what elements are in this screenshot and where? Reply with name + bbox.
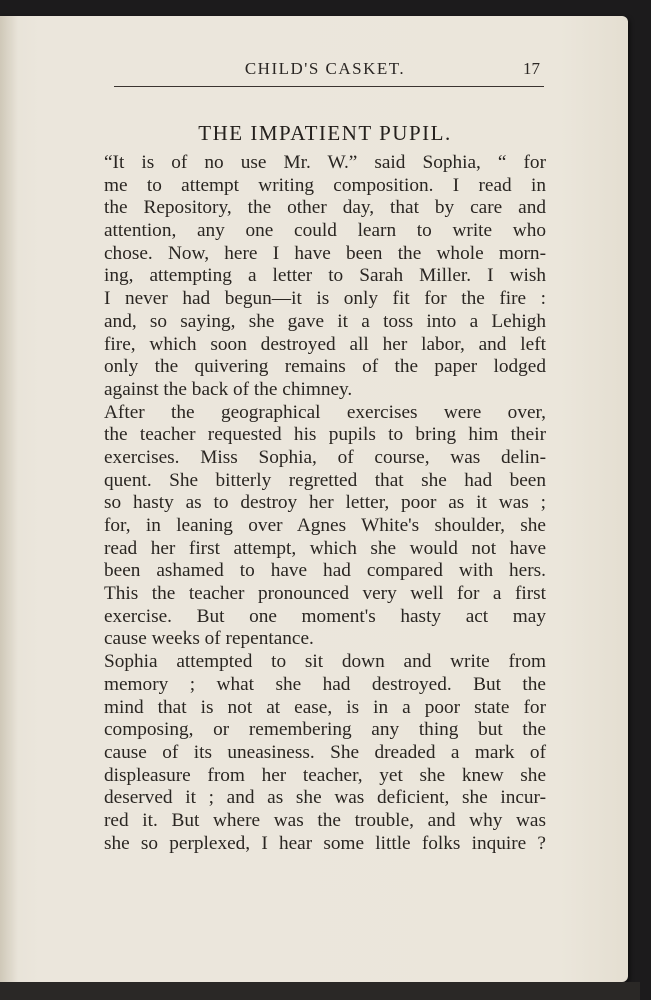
text-line: only the quivering remains of the paper lodged bbox=[104, 356, 546, 378]
text-line: been ashamed to have had compared with hers. bbox=[104, 560, 546, 582]
text-line: and, so saying, she gave it a toss into a Lehigh bbox=[104, 310, 546, 332]
body-text bbox=[104, 152, 546, 855]
text-line: displeasure from her teacher, yet she knew she bbox=[104, 764, 546, 786]
text-line: attention, any one could learn to write who bbox=[104, 220, 546, 242]
page-number: 17 bbox=[523, 59, 540, 78]
text-line: deserved it ; and as she was deficient, she incur- bbox=[104, 787, 546, 809]
text-line: cause weeks of repentance. bbox=[104, 628, 314, 650]
text-line: fire, which soon destroyed all her labor, and left bbox=[104, 333, 546, 355]
text-line: composing, or remembering any thing but the bbox=[104, 719, 546, 741]
text-line: exercises. Miss Sophia, of course, was delin- bbox=[104, 446, 546, 468]
text-line: quent. She bitterly regretted that she had been bbox=[104, 469, 546, 491]
text-line: I never had begun—it is only fit for the fire : bbox=[104, 288, 546, 310]
text-line: against the back of the chimney. bbox=[104, 378, 353, 400]
text-line: red it. But where was the trouble, and why was bbox=[104, 809, 546, 831]
text-line: Sophia attempted to sit down and write from bbox=[104, 651, 546, 673]
text-line: This the teacher pronounced very well for a first bbox=[104, 583, 546, 605]
text-line: read her first attempt, which she would not have bbox=[104, 537, 546, 559]
text-line: “It is of no use Mr. W.” said Sophia, “ for bbox=[104, 152, 546, 173]
page-gutter bbox=[0, 16, 18, 982]
header-rule bbox=[114, 86, 544, 87]
text-line: cause of its uneasiness. She dreaded a mark of bbox=[104, 741, 546, 763]
text-line: she so perplexed, I hear some little folks inquire ? bbox=[104, 832, 546, 854]
text-line: memory ; what she had destroyed. But the bbox=[104, 673, 546, 695]
text-line: the teacher requested his pupils to bring him their bbox=[104, 424, 546, 446]
text-line: exercise. But one moment's hasty act may bbox=[104, 605, 546, 627]
text-line: the Repository, the other day, that by care and bbox=[104, 197, 546, 219]
text-line: mind that is not at ease, is in a poor state for bbox=[104, 696, 546, 718]
text-line: so hasty as to destroy her letter, poor as it was ; bbox=[104, 492, 546, 514]
running-head bbox=[104, 49, 546, 79]
text-line: for, in leaning over Agnes White's shoulder, she bbox=[104, 515, 546, 536]
text-line: chose. Now, here I have been the whole morn- bbox=[104, 242, 546, 264]
text-line: After the geographical exercises were over, bbox=[104, 401, 546, 423]
text-line: me to attempt writing composition. I read in bbox=[104, 174, 546, 196]
background-edge bbox=[0, 982, 640, 1000]
chapter-title: THE IMPATIENT PUPIL. bbox=[198, 121, 452, 145]
running-head-title: CHILD'S CASKET. bbox=[244, 59, 406, 78]
text-line: ing, attempting a letter to Sarah Miller. I wish bbox=[104, 265, 546, 287]
